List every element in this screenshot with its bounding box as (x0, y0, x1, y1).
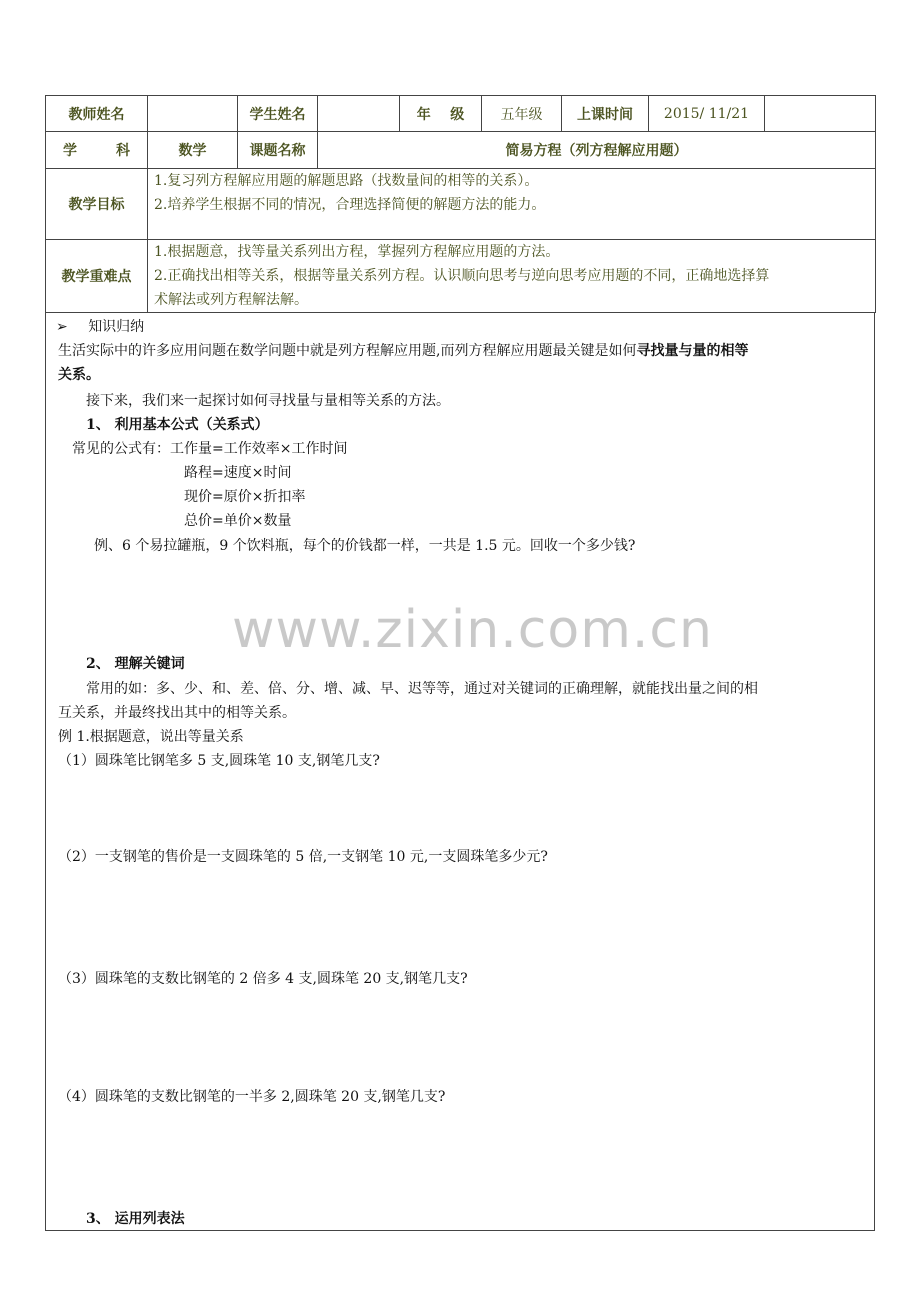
keyword-text-cont: 互关系，并最终找出其中的相等关系。 (58, 705, 296, 721)
teaching-goals-label: 教学目标 (46, 169, 148, 240)
grade-label: 年 级 (400, 96, 482, 132)
grade-value: 五年级 (482, 96, 562, 132)
intro-next: 接下来，我们来一起探讨如何寻找量与量相等关系的方法。 (86, 393, 450, 409)
class-time-value: 2015/ 11/21 (649, 96, 765, 132)
intro-emphasis-cont: 关系。 (58, 367, 100, 383)
section-title: 知识归纳 (88, 319, 145, 335)
watermark-text: www.zixin.com.cn (232, 600, 713, 660)
class-time-label: 上课时间 (562, 96, 649, 132)
subsection-2-title: 2、 理解关键词 (86, 656, 185, 672)
teacher-name-value (148, 96, 238, 132)
formula-line-1: 常见的公式有：工作量=工作效率×工作时间 (72, 441, 348, 457)
subject-label: 学 科 (46, 132, 148, 169)
question-1: （1）圆珠笔比钢笔多 5 支,圆珠笔 10 支,钢笔几支? (58, 753, 380, 769)
topic-label: 课题名称 (238, 132, 318, 169)
key-point-item: 术解法或列方程解法解。 (154, 292, 308, 308)
subject-value: 数学 (148, 132, 238, 169)
key-points-label: 教学重难点 (46, 240, 148, 313)
example-1-title: 例 1.根据题意，说出等量关系 (58, 729, 244, 745)
goal-item: 2.培养学生根据不同的情况，合理选择简便的解题方法的能力。 (154, 197, 546, 213)
student-name-value (318, 96, 400, 132)
student-name-label: 学生姓名 (238, 96, 318, 132)
formula-line-4: 总价=单价×数量 (184, 513, 292, 529)
arrow-bullet-icon: ➢ (56, 319, 68, 335)
teaching-goals (148, 169, 876, 240)
key-points (148, 240, 876, 313)
formula-line-2: 路程=速度×时间 (184, 465, 292, 481)
example-text: 例、6 个易拉罐瓶，9 个饮料瓶，每个的价钱都一样，一共是 1.5 元。回收一个多少钱? (94, 538, 636, 554)
lesson-info-table (45, 95, 875, 313)
subsection-3-title: 3、 运用列表法 (86, 1211, 185, 1227)
formula-line-3: 现价=原价×折扣率 (184, 489, 306, 505)
topic-value: 简易方程（列方程解应用题） (318, 132, 876, 169)
lesson-content (45, 313, 875, 1231)
keyword-text: 常用的如：多、少、和、差、倍、分、增、减、早、迟等等，通过对关键词的正确理解，就能找出量之间的相 (86, 681, 758, 697)
key-point-item: 2.正确找出相等关系，根据等量关系列方程。认识顺向思考与逆向思考应用题的不同，正确地选择算 (154, 268, 770, 284)
key-point-item: 1.根据题意，找等量关系列出方程，掌握列方程解应用题的方法。 (154, 244, 560, 260)
intro-text: 生活实际中的许多应用问题在数学问题中就是列方程解应用题,而列方程解应用题最关键是如何 (58, 343, 637, 359)
question-3: （3）圆珠笔的支数比钢笔的 2 倍多 4 支,圆珠笔 20 支,钢笔几支? (58, 971, 468, 987)
question-4: （4）圆珠笔的支数比钢笔的一半多 2,圆珠笔 20 支,钢笔几支? (58, 1089, 446, 1105)
subsection-1-title: 1、 利用基本公式（关系式） (86, 417, 269, 433)
goal-item: 1.复习列方程解应用题的解题思路（找数量间的相等的关系）。 (154, 173, 539, 189)
section-heading (56, 315, 144, 339)
empty-cell (765, 96, 876, 132)
intro-paragraph (58, 339, 748, 363)
intro-emphasis: 寻找量与量的相等 (636, 343, 749, 359)
question-2: （2）一支钢笔的售价是一支圆珠笔的 5 倍,一支钢笔 10 元,一支圆珠笔多少元? (58, 849, 548, 865)
teacher-name-label: 教师姓名 (46, 96, 148, 132)
